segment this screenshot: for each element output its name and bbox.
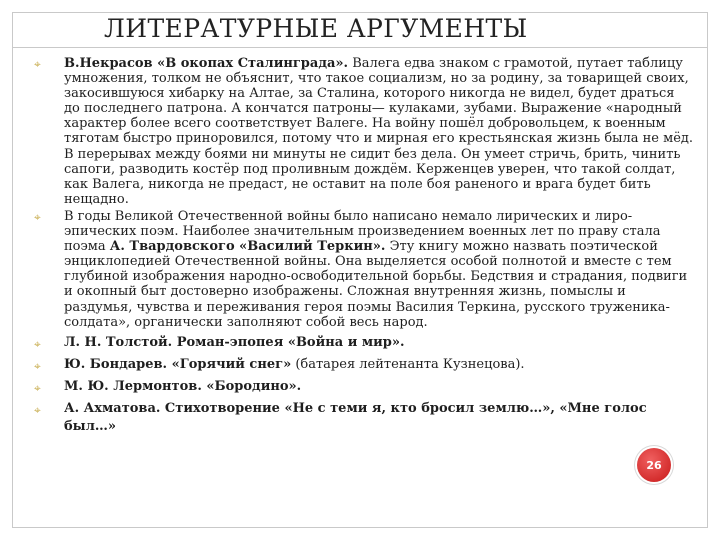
crosshair-bullet-icon: ⌖ [34,209,41,224]
item-text: (батарея лейтенанта Кузнецова). [291,356,525,372]
list-item [34,378,694,396]
item-text: Эту книгу можно назвать поэтической энциклопедией Отечественной войны. Она выделяется особой полнотой и вместе с тем глубиной изображения народно-освободительной борьбы. Бедствия и страдания, подвиги и окопный быт достоверно изображены. Сложная внутренняя жизнь, помыслы и раздумья, чувства и переживания героя поэмы Василия Теркина, русского труженика-солдата», органически заполняют собой весь народ. [64,239,688,330]
item-bold-text: А. Ахматова. Стихотворение «Не с теми я, кто бросил землю…», «Мне голос был…» [64,400,647,434]
item-bold-text: М. Ю. Лермонтов. «Бородино». [64,378,302,394]
slide-title: ЛИТЕРАТУРНЫЕ АРГУМЕНТЫ [104,14,528,43]
crosshair-bullet-icon: ⌖ [34,336,41,351]
argument-list [34,56,694,436]
title-divider [12,47,707,48]
crosshair-bullet-icon: ⌖ [34,358,41,373]
list-item [34,356,694,374]
list-item [34,334,694,352]
list-item [34,56,694,207]
crosshair-bullet-icon: ⌖ [34,402,41,417]
item-bold-text: В.Некрасов «В окопах Сталинграда». [64,56,349,71]
crosshair-bullet-icon: ⌖ [34,57,41,71]
item-text: Валега едва знаком с грамотой, путает таблицу умножения, толком не объяснит, что такое социализм, но за родину, за товарищей своих, закосившуюся хибарку на Алтае, за Сталина, которого никогда не видел, будет драться до последнего патрона. А кончатся патроны— кулаками, зубами. Выражение «народный характер более всего соответствует Валеге. На войну пошёл добровольцем, к военным тяготам быстро приноровился, потому что и мирная его крестьянская жизнь была не мёд. В перерывах между боями ни минуты не сидит без дела. Он умеет стричь, брить, чинить сапоги, разводить костёр под проливным дождём. Керженцев уверен, что такой солдат, как Валега, никогда не предаст, не оставит на поле боя раненого и врага будет бить нещадно. [64,56,694,207]
list-item [34,209,694,330]
item-bold-text: Л. Н. Толстой. Роман-эпопея «Война и мир». [64,334,405,350]
crosshair-bullet-icon: ⌖ [34,380,41,395]
item-bold-text: А. Твардовского «Василий Теркин». [109,239,386,255]
item-text: В годы Великой Отечественной войны было написано немало лирических и лиро-эпических поэм. Наиболее значительным произведением военных лет по праву стала поэма [64,208,661,255]
item-bold-text: Ю. Бондарев. «Горячий снег» [64,356,292,372]
list-item [34,400,694,436]
page-number-badge: 26 [637,448,671,482]
